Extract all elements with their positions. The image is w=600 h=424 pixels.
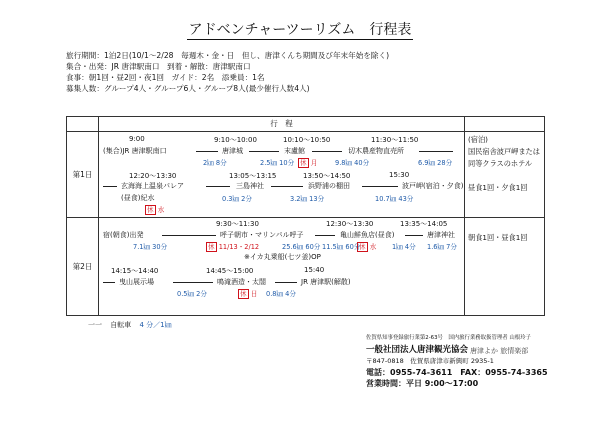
closed-day: 休 水 xyxy=(147,206,165,214)
time: 15:40 xyxy=(304,266,325,274)
route-line xyxy=(275,282,297,283)
route-line xyxy=(103,282,115,283)
place: 波戸岬(宿泊・夕食) xyxy=(402,182,464,190)
place: 切木農産物直売所 xyxy=(348,147,404,155)
footer-address: 〒847-0818 佐賀県唐津市新興町 2935-1 xyxy=(366,357,494,365)
time: 12:20～13:30 xyxy=(129,172,177,180)
legend-speed: 4 分／1㎞ xyxy=(139,321,172,329)
place: 末盧館 xyxy=(284,147,305,155)
time: 15:30 xyxy=(389,171,410,179)
place: 三島神社 xyxy=(236,182,264,190)
legend-line: 一一 xyxy=(88,321,102,329)
route-line xyxy=(405,235,423,236)
legend xyxy=(88,320,172,330)
place: 鳴滝酒造・太閤 xyxy=(217,278,266,286)
distance-note: 3.2㎞ 13分 xyxy=(290,195,325,203)
info-meals: 食事：朝1回・昼2回・夜1回 ガイド：2名 添乗員：1名 xyxy=(66,73,265,82)
day2-schedule xyxy=(99,218,465,316)
info-meeting: 集合・出発：JR 唐津駅南口 到着・解散：唐津駅南口 xyxy=(66,62,251,71)
route-line xyxy=(173,282,213,283)
distance-note: 0.3㎞ 2分 xyxy=(222,195,252,203)
time: 9:00 xyxy=(129,135,145,143)
place: 亀山鮮魚店(昼食) xyxy=(340,231,395,239)
route-line xyxy=(312,151,342,152)
footer-hours: 営業時間：平日 9:00～17:00 xyxy=(366,379,479,388)
distance-note: 6.9㎞ 28分 xyxy=(418,159,453,167)
closed-day: 休 月 xyxy=(300,159,318,167)
hotel-line: 国民宿舎波戸岬または xyxy=(468,147,540,156)
footer-org: 一般社団法人唐津観光協会 xyxy=(366,345,469,355)
distance-note: 10.7㎞ 43分 xyxy=(375,195,414,203)
footer-tel: 電話：0955-74-3611 FAX：0955-74-3365 xyxy=(366,368,548,377)
time: 13:35～14:05 xyxy=(400,220,448,228)
place: 宿(朝食)出発 xyxy=(103,231,144,239)
info-capacity: 募集人数：グループ4人・グループ6人・グループ8人(最少催行人数4人) xyxy=(66,84,310,93)
route-line xyxy=(249,151,279,152)
header-spacer-right xyxy=(465,117,545,132)
footer-logo: 唐津よか 旅情楽部 xyxy=(470,347,529,355)
distance-note: 7.1㎞ 30分 xyxy=(133,243,168,251)
route-line xyxy=(315,235,335,236)
route-line xyxy=(271,186,303,187)
time: 12:30～13:30 xyxy=(326,220,374,228)
closed-day: 休 11/13・2/12 xyxy=(208,243,260,251)
time: 11:30～11:50 xyxy=(371,136,419,144)
time: 13:05～13:15 xyxy=(229,172,277,180)
header-spacer xyxy=(67,117,99,132)
place: 玄海海上温泉パレア xyxy=(121,182,184,190)
distance-note: 2.5㎞ 10分 xyxy=(260,159,295,167)
place: JR 唐津駅(解散) xyxy=(301,278,351,286)
place: 浜野浦の棚田 xyxy=(308,182,350,190)
distance-note: 0.8㎞ 4分 xyxy=(266,290,296,298)
legend-label: 自転車 xyxy=(110,321,132,329)
time: 14:45～15:00 xyxy=(206,267,254,275)
day2-meals xyxy=(465,218,545,316)
distance-note: 2㎞ 8分 xyxy=(203,159,227,167)
time: 9:30～11:30 xyxy=(216,220,259,228)
info-period: 旅行期間：1泊2日(10/1～2/28 毎週木・金・日 但し、唐津くんち期間及び年末年始を除く) xyxy=(66,51,390,60)
closed-day: 休 日 xyxy=(240,290,258,298)
distance-note: 11.5㎞ 60分 xyxy=(322,243,361,251)
distance-note: 1㎞ 4分 xyxy=(392,243,416,251)
time: 14:15～14:40 xyxy=(111,267,159,275)
hotel-line: (宿泊) xyxy=(468,135,488,144)
place: 曳山展示場 xyxy=(119,278,154,286)
time: 9:10～10:00 xyxy=(214,136,257,144)
route-line xyxy=(103,186,117,187)
itinerary-table xyxy=(66,116,545,316)
place-sub: (昼食)紀水 xyxy=(121,194,155,202)
route-line xyxy=(362,186,398,187)
distance-note: 0.5㎞ 2分 xyxy=(177,290,207,298)
route-line xyxy=(196,151,218,152)
place: 唐津神社 xyxy=(427,231,455,239)
distance-note: 9.8㎞ 40分 xyxy=(335,159,370,167)
hotel-line: 同等クラスのホテル xyxy=(468,159,533,168)
day1-schedule xyxy=(99,132,465,218)
footer-registration: 佐賀県知事登録旅行業第2-63号 国内旅行業務取扱管理者 山根玲子 xyxy=(366,335,531,341)
page-title: アドベンチャーツーリズム 行程表 xyxy=(188,22,412,38)
meals-line: 朝食1回・昼食1回 xyxy=(468,233,528,242)
table-header: 行 程 xyxy=(99,117,465,132)
day1-label: 第1日 xyxy=(67,132,99,218)
route-line xyxy=(419,151,453,152)
route-line xyxy=(162,235,216,236)
day2-label: 第2日 xyxy=(67,218,99,316)
optional-note: ※イカ丸乗船(七ツ釜)OP xyxy=(244,253,321,261)
distance-note: 1.6㎞ 7分 xyxy=(427,243,457,251)
meals-line: 昼食1回・夕食1回 xyxy=(468,183,528,192)
time: 13:50～14:50 xyxy=(303,172,351,180)
day1-accommodation xyxy=(465,132,545,218)
closed-day: 休 水 xyxy=(359,243,377,251)
route-line xyxy=(206,186,230,187)
place: (集合)JR 唐津駅南口 xyxy=(103,147,167,155)
distance-note: 25.6㎞ 60分 xyxy=(282,243,321,251)
time: 10:10～10:50 xyxy=(283,136,331,144)
place: 唐津城 xyxy=(222,147,243,155)
place: 呼子朝市・マリンパル呼子 xyxy=(220,231,304,239)
